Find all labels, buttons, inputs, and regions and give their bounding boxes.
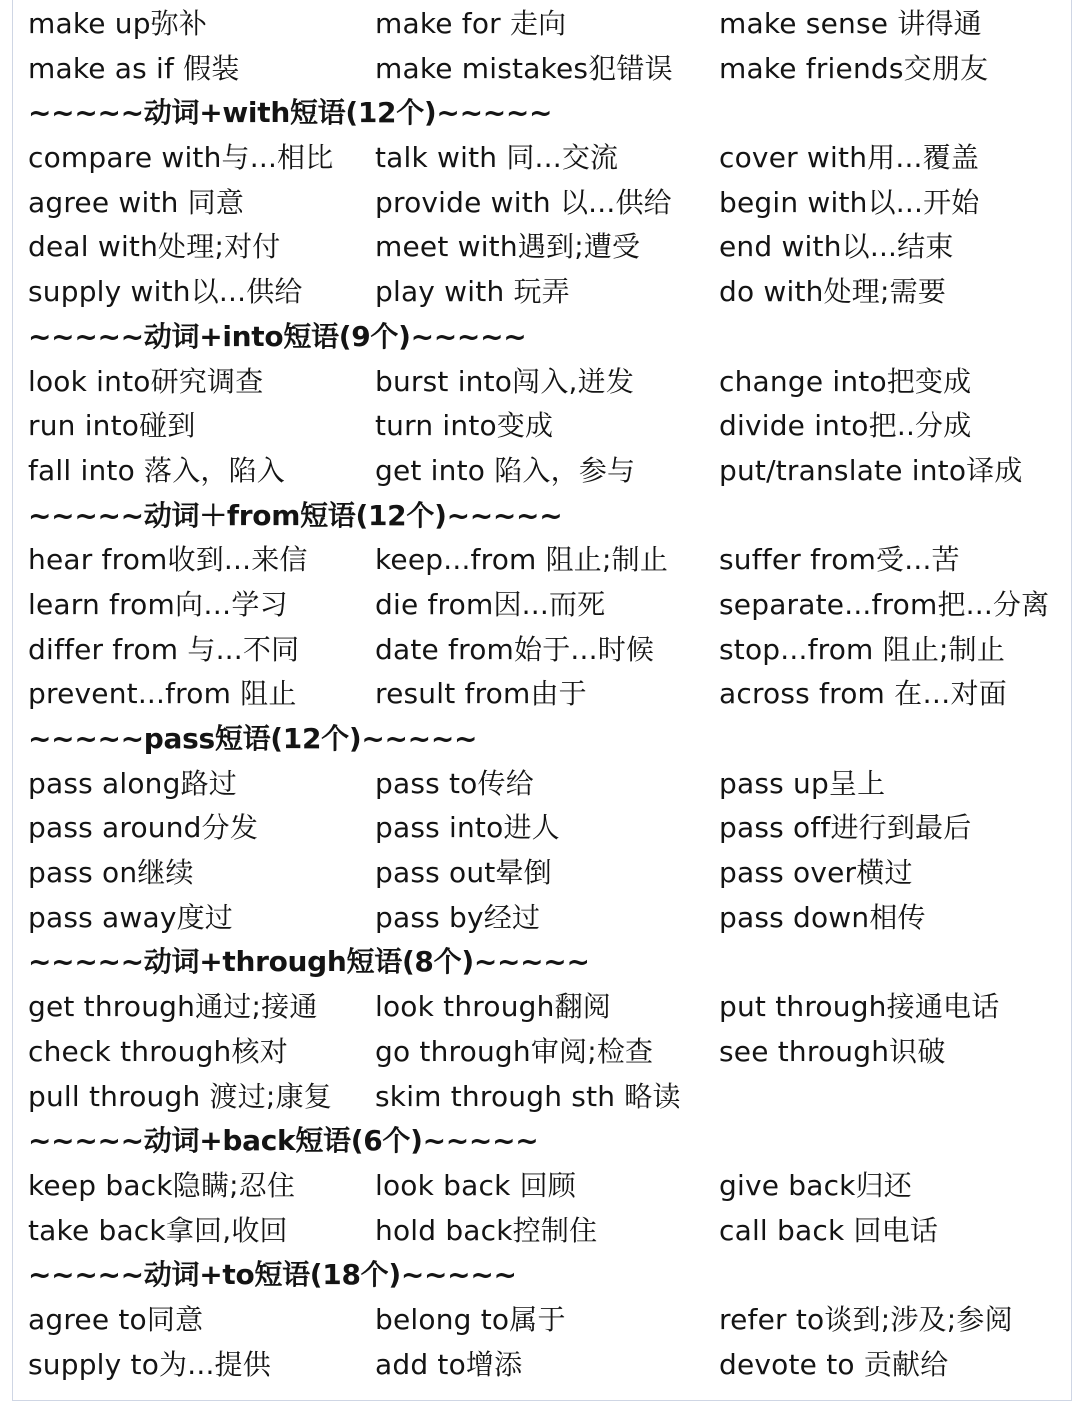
- phrase-cell-col3: devote to 贡献给: [719, 1347, 949, 1381]
- phrase-cell-col2: die from因...而死: [375, 587, 606, 621]
- section-heading: ~~~~~动词+through短语(8个)~~~~~: [28, 945, 590, 979]
- phrase-cell-col1: pass away度过: [28, 900, 233, 934]
- section-heading: ~~~~~pass短语(12个)~~~~~: [28, 722, 478, 755]
- phrase-cell-col2: look through翻阅: [375, 990, 611, 1024]
- phrase-cell-col1: compare with与...相比: [28, 141, 334, 175]
- phrase-cell-col2: add to增添: [375, 1347, 523, 1381]
- phrase-cell-col1: deal with处理;对付: [28, 230, 281, 264]
- phrase-cell-col2: go through审阅;检查: [375, 1034, 654, 1068]
- phrase-row: [28, 896, 1068, 941]
- phrase-cell-col3: pass down相传: [719, 900, 926, 934]
- section-heading: ~~~~~动词+with短语(12个)~~~~~: [28, 96, 553, 130]
- phrase-cell-col2: hold back控制住: [375, 1213, 598, 1247]
- section-heading: ~~~~~动词+into短语(9个)~~~~~: [28, 319, 527, 353]
- phrase-cell-col2: date from始于...时候: [375, 632, 655, 666]
- phrase-cell-col3: make friends交朋友: [719, 51, 989, 85]
- phrase-cell-col2: belong to属于: [375, 1302, 566, 1336]
- section-heading-row: [28, 940, 1068, 985]
- phrase-row: [28, 985, 1068, 1030]
- phrase-cell-col1: get through通过;接通: [28, 990, 318, 1024]
- phrase-cell-col1: pass around分发: [28, 811, 259, 845]
- phrase-row: [28, 1209, 1068, 1254]
- phrase-cell-col2: get into 陷入，参与: [375, 453, 636, 487]
- phrase-cell-col2: pass out晕倒: [375, 856, 552, 890]
- phrase-cell-col3: change into把变成: [719, 364, 972, 398]
- phrase-cell-col1: agree with 同意: [28, 185, 245, 219]
- phrase-row: [28, 360, 1068, 405]
- phrase-cell-col1: supply with以...供给: [28, 275, 303, 309]
- phrase-row: [28, 1298, 1068, 1343]
- phrase-cell-col1: differ from 与...不同: [28, 632, 300, 666]
- section-heading-row: [28, 494, 1068, 539]
- phrase-row: [28, 806, 1068, 851]
- phrase-cell-col1: make as if 假装: [28, 51, 240, 85]
- phrase-row: [28, 449, 1068, 494]
- phrase-cell-col2: pass by经过: [375, 900, 541, 934]
- phrase-row: [28, 1164, 1068, 1209]
- phrase-cell-col1: prevent...from 阻止: [28, 677, 297, 711]
- phrase-cell-col3: put through接通电话: [719, 990, 1000, 1024]
- phrase-row: [28, 1030, 1068, 1075]
- phrase-row: [28, 2, 1068, 47]
- phrase-cell-col2: turn into变成: [375, 409, 554, 443]
- phrase-cell-col3: put/translate into译成: [719, 453, 1023, 487]
- phrase-row: [28, 672, 1068, 717]
- section-heading: ~~~~~动词+back短语(6个)~~~~~: [28, 1124, 539, 1158]
- phrase-cell-col1: pull through 渡过;康复: [28, 1079, 332, 1113]
- section-heading: ~~~~~动词＋from短语(12个)~~~~~: [28, 498, 563, 532]
- phrase-cell-col1: agree to同意: [28, 1302, 204, 1336]
- phrase-cell-col3: separate...from把...分离: [719, 587, 1050, 621]
- phrase-row: [28, 851, 1068, 896]
- phrase-cell-col2: pass into进人: [375, 811, 560, 845]
- phrase-row: [28, 538, 1068, 583]
- phrase-sheet: [28, 2, 1068, 1387]
- phrase-cell-col2: make for 走向: [375, 7, 567, 40]
- phrase-row: [28, 762, 1068, 807]
- phrase-cell-col2: make mistakes犯错误: [375, 51, 673, 85]
- phrase-cell-col2: result from由于: [375, 677, 587, 711]
- phrase-cell-col3: call back 回电话: [719, 1213, 939, 1247]
- phrase-cell-col2: meet with遇到;遭受: [375, 230, 641, 264]
- phrase-cell-col3: pass up呈上: [719, 766, 886, 800]
- phrase-cell-col1: keep back隐瞒;忍住: [28, 1168, 296, 1202]
- phrase-cell-col1: take back拿回,收回: [28, 1213, 288, 1247]
- phrase-cell-col2: look back 回顾: [375, 1168, 576, 1202]
- phrase-cell-col1: hear from收到...来信: [28, 543, 308, 577]
- phrase-row: [28, 1343, 1068, 1388]
- phrase-cell-col3: cover with用...覆盖: [719, 141, 980, 175]
- phrase-cell-col2: skim through sth 略读: [375, 1079, 681, 1113]
- phrase-cell-col1: run into碰到: [28, 409, 196, 443]
- phrase-cell-col1: learn from向…学习: [28, 587, 288, 621]
- phrase-row: [28, 628, 1068, 673]
- phrase-cell-col1: check through核对: [28, 1034, 288, 1068]
- phrase-cell-col3: suffer from受...苦: [719, 543, 960, 577]
- phrase-row: [28, 1075, 1068, 1120]
- phrase-row: [28, 404, 1068, 449]
- phrase-cell-col3: pass off进行到最后: [719, 811, 972, 845]
- phrase-cell-col1: supply to为...提供: [28, 1347, 271, 1381]
- phrase-cell-col2: pass to传给: [375, 766, 534, 800]
- phrase-cell-col1: look into研究调查: [28, 364, 264, 398]
- phrase-row: [28, 47, 1068, 92]
- phrase-cell-col2: play with 玩弄: [375, 275, 570, 309]
- phrase-cell-col3: do with处理;需要: [719, 275, 947, 309]
- phrase-cell-col1: pass on继续: [28, 856, 194, 890]
- section-heading-row: [28, 1253, 1068, 1298]
- section-heading-row: [28, 1119, 1068, 1164]
- phrase-cell-col3: refer to谈到;涉及;参阅: [719, 1302, 1013, 1336]
- section-heading-row: [28, 315, 1068, 360]
- phrase-row: [28, 136, 1068, 181]
- phrase-cell-col3: stop...from 阻止;制止: [719, 632, 1006, 666]
- phrase-cell-col2: provide with 以...供给: [375, 185, 672, 219]
- section-heading-row: [28, 717, 1068, 762]
- phrase-cell-col3: pass over横过: [719, 856, 913, 890]
- phrase-cell-col3: see through识破: [719, 1034, 946, 1068]
- phrase-cell-col1: make up弥补: [28, 7, 208, 40]
- phrase-cell-col3: make sense 讲得通: [719, 7, 982, 40]
- section-heading-row: [28, 91, 1068, 136]
- phrase-cell-col3: across from 在…对面: [719, 677, 1007, 711]
- phrase-cell-col1: fall into 落入，陷入: [28, 453, 286, 487]
- phrase-cell-col3: give back归还: [719, 1168, 912, 1202]
- phrase-cell-col1: pass along路过: [28, 766, 237, 800]
- phrase-row: [28, 270, 1068, 315]
- section-heading: ~~~~~动词+to短语(18个)~~~~~: [28, 1258, 517, 1292]
- phrase-cell-col3: divide into把..分成: [719, 409, 972, 443]
- phrase-row: [28, 181, 1068, 226]
- phrase-cell-col3: end with以...结束: [719, 230, 954, 264]
- phrase-cell-col3: begin with以...开始: [719, 185, 980, 219]
- phrase-cell-col2: keep...from 阻止;制止: [375, 543, 669, 577]
- phrase-row: [28, 583, 1068, 628]
- phrase-row: [28, 225, 1068, 270]
- phrase-cell-col2: talk with 同...交流: [375, 141, 619, 175]
- phrase-cell-col2: burst into闯入,迸发: [375, 364, 635, 398]
